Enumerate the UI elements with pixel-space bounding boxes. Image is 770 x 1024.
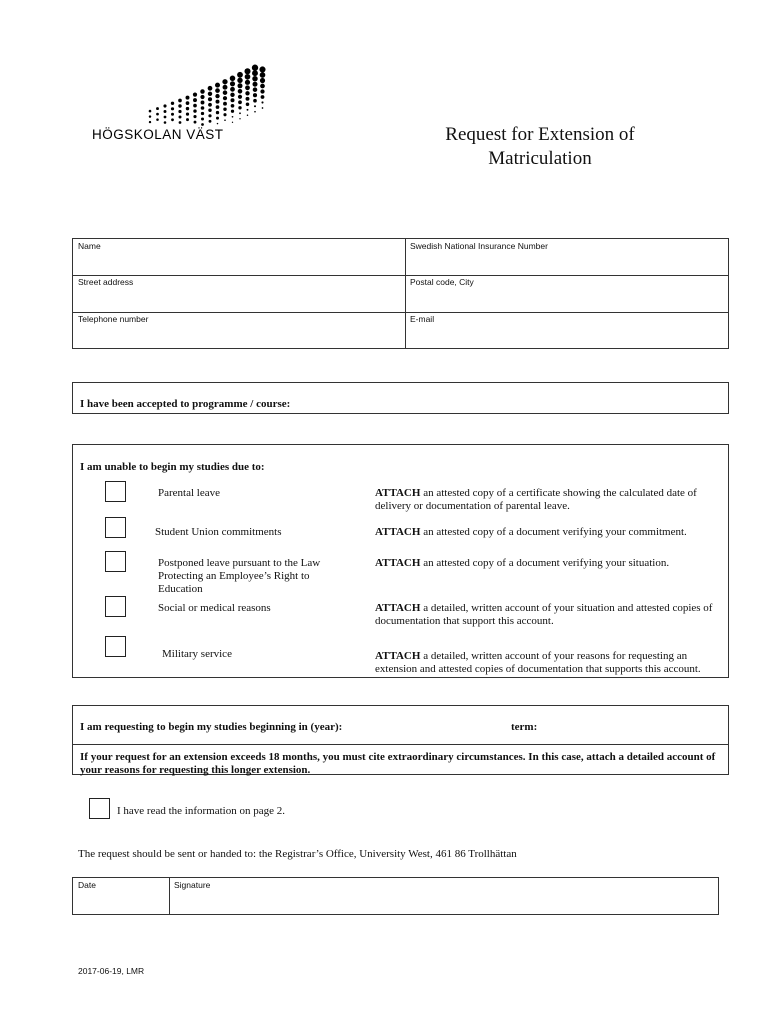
logo-dot [223, 90, 228, 95]
attach-keyword: ATTACH [375, 602, 421, 614]
street-address-label: Street address [78, 277, 134, 287]
logo-dot [208, 86, 213, 91]
logo-dot [252, 65, 258, 71]
parental-leave-attach [375, 487, 720, 513]
signature-label: Signature [174, 880, 211, 890]
parental-leave-label: Parental leave [158, 487, 220, 499]
logo-dot [201, 101, 205, 105]
logo-dot [237, 78, 242, 83]
logo-dot [186, 96, 190, 100]
military-service-label: Military service [162, 648, 232, 660]
title-line-1: Request for Extension of [445, 124, 635, 145]
page-title [380, 123, 700, 171]
logo-dot [238, 100, 242, 104]
date-label: Date [78, 880, 96, 890]
logo-dot [245, 85, 250, 90]
logo-dot [252, 70, 258, 76]
logo-dot [201, 117, 204, 120]
logo-dot [232, 116, 234, 118]
logo-dot [232, 122, 233, 123]
date-field[interactable] [73, 878, 169, 914]
logo-dot [178, 99, 182, 103]
logo-dot [223, 85, 228, 90]
logo-dot [237, 72, 243, 78]
term-label: term: [511, 721, 538, 733]
logo-dot [238, 83, 243, 88]
logo-dot [230, 93, 234, 97]
logo-dot [260, 78, 265, 83]
logo-dot [216, 111, 219, 114]
logo-dot [230, 76, 236, 82]
logo-dot [239, 118, 240, 119]
year-label: I am requesting to begin my studies beginning in (year): [80, 721, 343, 733]
logo-dot [231, 110, 234, 113]
request-section [72, 705, 729, 775]
ssn-field[interactable] [405, 239, 730, 275]
postal-code-field[interactable] [405, 275, 730, 312]
logo-dot [260, 72, 266, 78]
attach-text: an attested copy of a document verifying your commitment. [420, 526, 687, 538]
logo-dot [244, 68, 250, 74]
logo-dot [259, 66, 265, 72]
read-info-label: I have read the information on page 2. [117, 805, 285, 817]
logo-dot [149, 110, 152, 113]
logo-dot [216, 117, 219, 120]
logo-dot [186, 118, 189, 121]
logo-dot [260, 89, 264, 93]
logo-dot [245, 80, 250, 85]
programme-field[interactable] [72, 382, 729, 414]
signature-field[interactable] [169, 878, 718, 914]
logo-dot [253, 87, 258, 92]
logo-dot [200, 95, 204, 99]
logo-dot [186, 107, 189, 110]
logo-dot [156, 118, 159, 121]
logo-dot [171, 113, 174, 116]
logo-dot [186, 101, 190, 105]
logo-dot [245, 74, 251, 80]
extension-note: If your request for an extension exceeds 18 months, you must cite extraordinary circumstances. In this case, attach a detailed account of your reasons for requesting this longer extension. [80, 751, 716, 776]
logo-dot [217, 123, 218, 124]
logo-dot [194, 121, 197, 124]
logo-dot [223, 102, 227, 106]
logo-dot [208, 97, 212, 101]
military-service-checkbox[interactable] [105, 636, 126, 657]
name-label: Name [78, 241, 101, 251]
logo-dot [193, 98, 197, 102]
logo-dot [201, 106, 205, 110]
logo-dot [164, 116, 167, 119]
logo-dot [193, 115, 196, 118]
logo-dot [215, 94, 219, 98]
email-field[interactable] [405, 312, 730, 349]
attach-keyword: ATTACH [375, 557, 421, 569]
attach-text: a detailed, written account of your situation and attested copies of documentation that support this account. [375, 602, 713, 627]
send-to-text: The request should be sent or handed to: the Registrar’s Office, University West, 461 86 Trollhättan [78, 848, 517, 860]
logo-dot [230, 87, 235, 92]
logo-dot [200, 89, 204, 93]
logo-dot [178, 104, 181, 107]
logo-dot [215, 88, 220, 93]
logo-dot [209, 120, 212, 123]
attach-keyword: ATTACH [375, 526, 421, 538]
logo-dot [208, 109, 211, 112]
logo-dot [223, 113, 226, 116]
logo-dot [230, 98, 234, 102]
attach-keyword: ATTACH [375, 487, 421, 499]
logo-dot [238, 95, 242, 99]
personal-info-section [72, 238, 729, 349]
logo-dot [238, 106, 241, 109]
logo-text: HÖGSKOLAN VÄST [92, 127, 224, 142]
logo-dot [149, 115, 151, 117]
logo-dot [245, 91, 249, 95]
logo-dot [261, 101, 263, 103]
telephone-label: Telephone number [78, 314, 149, 324]
attach-text: an attested copy of a certificate showing the calculated date of delivery or documentation of parental leave. [375, 487, 697, 512]
logo-dot [193, 104, 197, 108]
logo-dot [171, 107, 174, 110]
street-address-field[interactable] [73, 275, 405, 312]
footer-text: 2017-06-19, LMR [78, 966, 145, 976]
social-medical-label: Social or medical reasons [158, 602, 271, 614]
logo-dot [231, 104, 235, 108]
logo-dot [252, 76, 257, 81]
logo-dot [208, 103, 212, 107]
social-medical-attach [375, 602, 720, 628]
logo-dot [216, 105, 220, 109]
logo-dot [186, 113, 189, 116]
logo-dot [193, 109, 196, 112]
student-union-checkbox[interactable] [105, 517, 126, 538]
logo-dot [260, 84, 265, 89]
logo-dot [261, 95, 265, 99]
logo-dot [230, 81, 235, 86]
logo-dot [246, 97, 250, 101]
postponed-leave-label: Postponed leave pursuant to the Law Protecting an Employee’s Right to Education [158, 557, 321, 595]
logo-dot [262, 107, 264, 109]
read-info-checkbox[interactable] [89, 798, 110, 819]
logo-dot [254, 105, 256, 107]
logo-dot [253, 82, 258, 87]
logo-dot [178, 110, 181, 113]
logo-dot [215, 83, 220, 88]
logo-dot [247, 115, 248, 116]
ssn-label: Swedish National Insurance Number [410, 241, 548, 251]
student-union-attach [375, 526, 720, 539]
student-union-label: Student Union commitments [155, 526, 282, 538]
military-service-attach [375, 650, 720, 676]
attach-keyword: ATTACH [375, 650, 421, 662]
logo-dot [201, 123, 204, 126]
year-term-underline[interactable] [73, 744, 728, 745]
logo-dot [222, 79, 227, 84]
logo-dot [179, 116, 182, 119]
logo-dot [238, 89, 243, 94]
logo-dot [246, 103, 250, 107]
logo-dot [164, 121, 167, 124]
logo-dot [171, 118, 174, 121]
logo-dot [208, 92, 212, 96]
logo-dot [193, 93, 197, 97]
social-medical-checkbox[interactable] [105, 596, 126, 617]
logo-dot [253, 93, 257, 97]
logo-dot [239, 112, 241, 114]
parental-leave-checkbox[interactable] [105, 481, 126, 502]
postal-code-label: Postal code, City [410, 277, 474, 287]
logo-dot [156, 107, 159, 110]
telephone-field[interactable] [73, 312, 405, 349]
logo-dot [223, 107, 226, 110]
logo-dot [253, 99, 257, 103]
logo-dot [163, 104, 166, 107]
logo-dot [179, 121, 182, 124]
logo-dot [208, 114, 211, 117]
signature-section [72, 877, 719, 915]
programme-label: I have been accepted to programme / course: [80, 398, 291, 410]
reasons-label: I am unable to begin my studies due to: [80, 461, 265, 473]
email-label: E-mail [410, 314, 435, 324]
logo-dot [149, 121, 151, 123]
attach-text: an attested copy of a document verifying your situation. [420, 557, 670, 569]
logo-dot [164, 110, 167, 113]
postponed-leave-attach [375, 557, 720, 570]
postponed-leave-checkbox[interactable] [105, 551, 126, 572]
logo-dot [223, 96, 227, 100]
logo-dot [171, 102, 174, 105]
reasons-section [72, 444, 729, 678]
title-line-2: Matriculation [488, 148, 592, 169]
logo-dot [247, 109, 249, 111]
logo-dot [254, 111, 256, 113]
logo-dot [224, 119, 226, 121]
name-field[interactable] [73, 239, 405, 275]
attach-text: a detailed, written account of your reasons for requesting an extension and attested copies of documentation that supports this account. [375, 650, 701, 675]
logo-dot [156, 113, 159, 116]
logo-dot [216, 100, 220, 104]
logo-dot [201, 112, 204, 115]
